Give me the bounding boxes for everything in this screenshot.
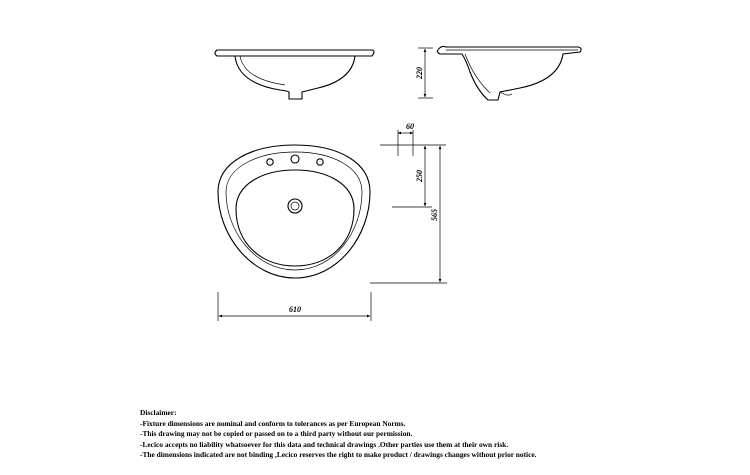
side-view-rim: [437, 46, 581, 100]
side-view-inner-line: [465, 54, 512, 95]
faucet-hole-center: [291, 155, 299, 163]
front-view-rim: [215, 50, 374, 56]
dimension-565: [370, 146, 447, 283]
dimension-60: [398, 122, 414, 156]
plan-bowl: [236, 170, 354, 266]
disclaimer-line: -The dimensions indicated are not binding ,Lecico reserves the right to make product / drawings changes without prior notice.: [140, 450, 537, 460]
faucet-hole-left: [267, 159, 273, 165]
disclaimer-line: -This drawing may not be copied or passed on to a third party without our permission.: [140, 429, 413, 439]
dimension-610: [218, 292, 371, 321]
drain-hole-outer: [288, 199, 302, 213]
side-view: [437, 46, 581, 100]
faucet-hole-right: [317, 159, 323, 165]
dimension-label-610: 610: [289, 305, 301, 314]
disclaimer: [140, 408, 740, 461]
disclaimer-title: Disclaimer:: [140, 408, 177, 417]
dimension-label-220: 220: [415, 67, 424, 79]
dimension-220: [415, 48, 433, 98]
plan-outer-outline: [218, 145, 370, 278]
plan-view: [218, 145, 370, 278]
dimension-label-250: 250: [415, 170, 424, 182]
drain-hole-inner: [291, 202, 299, 210]
disclaimer-line: -Lecico accepts no liability whatsoever for this data and technical drawings .Other parties use them at their own risk.: [140, 439, 509, 449]
front-view: [215, 50, 374, 99]
dimension-label-565: 565: [430, 209, 439, 221]
disclaimer-line: -Fixture dimensions are nominal and conform to tolerances as per European Norms.: [140, 418, 406, 428]
front-view-inner-line: [240, 56, 285, 85]
front-view-bowl: [235, 56, 355, 99]
dimension-label-60: 60: [406, 122, 414, 131]
